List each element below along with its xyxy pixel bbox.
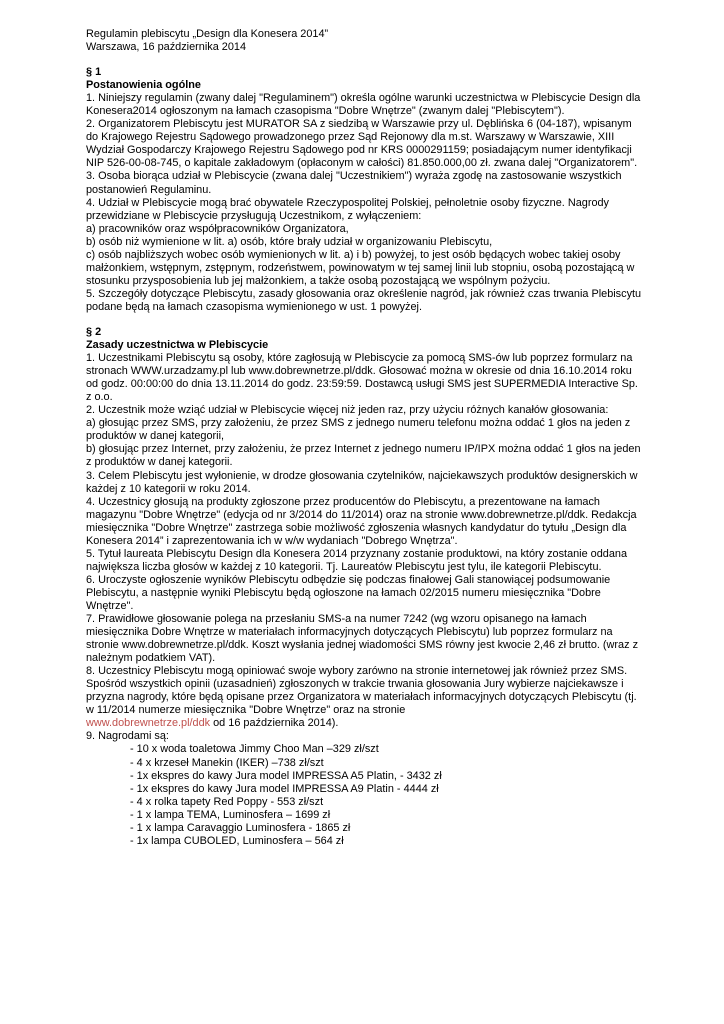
section-2-paragraph: 5. Tytuł laureata Plebiscytu Design dla Konesera 2014 przyznany zostanie produktowi, na który zostanie oddana największa liczba głosów w każdej z 10 kategorii. Tj. Laureatów Plebiscytu jest tylu, ile kategorii Plebiscytu. <box>86 547 628 573</box>
paragraph-8-text: 8. Uczestnicy Plebiscytu mogą opiniować swoje wybory zarówno na stronie internetowej jak również przez SMS. Spośród wszystkich opinii (uzasadnień) zgłoszonych w trakcie trwania głosowania Jury wybierze najciekawsze i przyzna nagrody, które będą opisane przez Organizatora w materiałach informacyjnych dotyczących Plebiscytu (tj. w 11/2014 numerze miesięcznika "Dobre Wnętrze" oraz na stronie <box>86 665 637 717</box>
section-1-paragraph: 3. Osoba biorąca udział w Plebiscycie (zwana dalej "Uczestnikiem") wyraża zgodę na zastosowanie wszystkich postanowień Regulaminu. <box>86 170 622 196</box>
section-2-paragraph: b) głosując przez Internet, przy założeniu, że przez Internet z jednego numeru IP/IPX można oddać 1 głos na jeden z produktów w danej kategorii. <box>86 443 641 469</box>
prize-list <box>86 743 646 847</box>
ddk-link[interactable]: www.dobrewnetrze.pl/ddk <box>86 717 211 730</box>
section-1-paragraph: b) osób niż wymienione w lit. a) osób, które brały udział w organizowaniu Plebiscytu, <box>86 235 493 248</box>
prize-item: - 10 x woda toaletowa Jimmy Choo Man –329 zł/szt <box>130 743 379 756</box>
section-1-paragraph: 2. Organizatorem Plebiscytu jest MURATOR SA z siedzibą w Warszawie przy ul. Dęblińska 6 (04-187), wpisanym do Krajowego Rejestru Sądowego prowadzonego przez Sąd Rejonowy dla m.st. Warszawy w Warszawie, XIII Wydział Gospodarczy Krajowego Rejestru Sądowego pod nr KRS 0000291159; posiadającym numer identyfikacji NIP 526-00-08-745, o kapitale zakładowym (opłaconym w całości) 81.850.000,00 zł. zwana dalej "Organizatorem". <box>86 118 638 170</box>
prize-item: - 4 x rolka tapety Red Poppy - 553 zł/szt <box>130 795 324 808</box>
section-2-paragraph: 7. Prawidłowe głosowanie polega na przesłaniu SMS-a na numer 7242 (wg wzoru opisanego na łamach miesięcznika Dobre Wnętrze w materiałach informacyjnych dotyczących Plebiscytu) lub poprzez formularz na stronie www.dobrewnetrze.pl/ddk. Koszt wysłania jednej wiadomości SMS równy jest kwocie 2,46 zł brutto. (wraz z należnym podatkiem VAT). <box>86 613 639 665</box>
document-place-date: Warszawa, 16 października 2014 <box>86 41 247 54</box>
prize-item: - 1x ekspres do kawy Jura model IMPRESSA A9 Platin - 4444 zł <box>130 782 439 795</box>
section-2-paragraph: 3. Celem Plebiscytu jest wyłonienie, w drodze głosowania czytelników, najciekawszych produktów designerskich w każdej z 10 kategorii w roku 2014. <box>86 469 638 495</box>
section-2-paragraph: 2. Uczestnik może wziąć udział w Plebiscycie więcej niż jeden raz, przy użyciu różnych kanałów głosowania: <box>86 404 609 417</box>
prize-item: - 1x lampa CUBOLED, Luminosfera – 564 zł <box>130 834 344 847</box>
section-1-paragraph: a) pracowników oraz współpracowników Organizatora, <box>86 222 349 235</box>
section-1-paragraph: 1. Niniejszy regulamin (zwany dalej "Regulaminem") określa ogólne warunki uczestnictwa w Plebiscycie Design dla Konesera2014 ogłoszonym na łamach czasopisma "Dobre Wnętrze" (zwanym dalej "Plebiscytem"). <box>86 92 641 118</box>
prize-item: - 4 x krzeseł Manekin (IKER) –738 zł/szt <box>130 756 324 769</box>
prizes-heading: 9. Nagrodami są: <box>86 730 169 743</box>
section-1-number: § 1 <box>86 66 102 79</box>
section-2-paragraph-8 <box>86 665 646 730</box>
section-2-paragraph: 1. Uczestnikami Plebiscytu są osoby, które zagłosują w Plebiscycie za pomocą SMS-ów lub poprzez formularz na stronach WWW.urzadzamy.pl lub www.dobrewnetrze.pl/ddk. Głosować można w okresie od dnia 16.10.2014 roku od godz. 00:00:00 do dnia 13.11.2014 do godz. 23:59:59. Dostawcą usługi SMS jest SUPERMEDIA Interactive Sp. z o.o. <box>86 352 638 404</box>
prize-item: - 1 x lampa TEMA, Luminosfera – 1699 zł <box>130 808 331 821</box>
section-2-paragraph: 4. Uczestnicy głosują na produkty zgłoszone przez producentów do Plebiscytu, a prezentowane na łamach magazynu "Dobre Wnętrze" (edycja od nr 3/2014 do 11/2014) oraz na stronie www.dobrewnetrze.pl/ddk. Redakcja miesięcznika "Dobre Wnętrze" zastrzega sobie możliwość zgłoszenia własnych kandydatur do tytułu „Design dla Konesera 2014” i zaprezentowania ich w w/w wydaniach "Dobrego Wnętrza". <box>86 495 637 547</box>
prize-item: - 1 x lampa Caravaggio Luminosfera - 1865 zł <box>130 821 351 834</box>
prize-item: - 1x ekspres do kawy Jura model IMPRESSA A5 Platin, - 3432 zł <box>130 769 442 782</box>
section-1-paragraph: 5. Szczegóły dotyczące Plebiscytu, zasady głosowania oraz określenie nagród, jak również czas trwania Plebiscytu podane będą na łamach czasopisma wymienionego w ust. 1 powyżej. <box>86 287 642 313</box>
section-1-paragraph: c) osób najbliższych wobec osób wymienionych w lit. a) i b) powyżej, to jest osób będących wobec takiej osoby małżonkiem, wstępnym, zstępnym, rodzeństwem, powinowatym w tej samej linii lub stopniu, osobą pozostającą w stosunku przysposobienia lub jej małżonkiem, a także osobą pozostającą we wspólnym pożyciu. <box>86 248 635 287</box>
document-title: Regulamin plebiscytu „Design dla Konesera 2014” <box>86 28 329 40</box>
section-1-heading: Postanowienia ogólne <box>86 79 201 92</box>
section-2-paragraph: a) głosując przez SMS, przy założeniu, że przez SMS z jednego numeru telefonu można oddać 1 głos na jeden z produktów w danej kategorii, <box>86 417 631 443</box>
section-2-heading: Zasady uczestnictwa w Plebiscycie <box>86 339 269 352</box>
section-1-paragraph: 4. Udział w Plebiscycie mogą brać obywatele Rzeczypospolitej Polskiej, pełnoletnie osoby fizyczne. Nagrody przewidziane w Plebiscycie przysługują Uczestnikom, z wyłączeniem: <box>86 196 610 222</box>
document-body <box>86 28 646 848</box>
section-2-number: § 2 <box>86 325 102 338</box>
section-2-paragraph: 6. Uroczyste ogłoszenie wyników Plebiscytu odbędzie się podczas finałowej Gali stanowiącej podsumowanie Plebiscytu, a następnie wyniki Plebiscytu będą ogłoszone na łamach 02/2015 numeru miesięcznika "Dobre Wnętrze". <box>86 573 611 612</box>
paragraph-8-tail: od 16 października 2014). <box>210 717 339 730</box>
